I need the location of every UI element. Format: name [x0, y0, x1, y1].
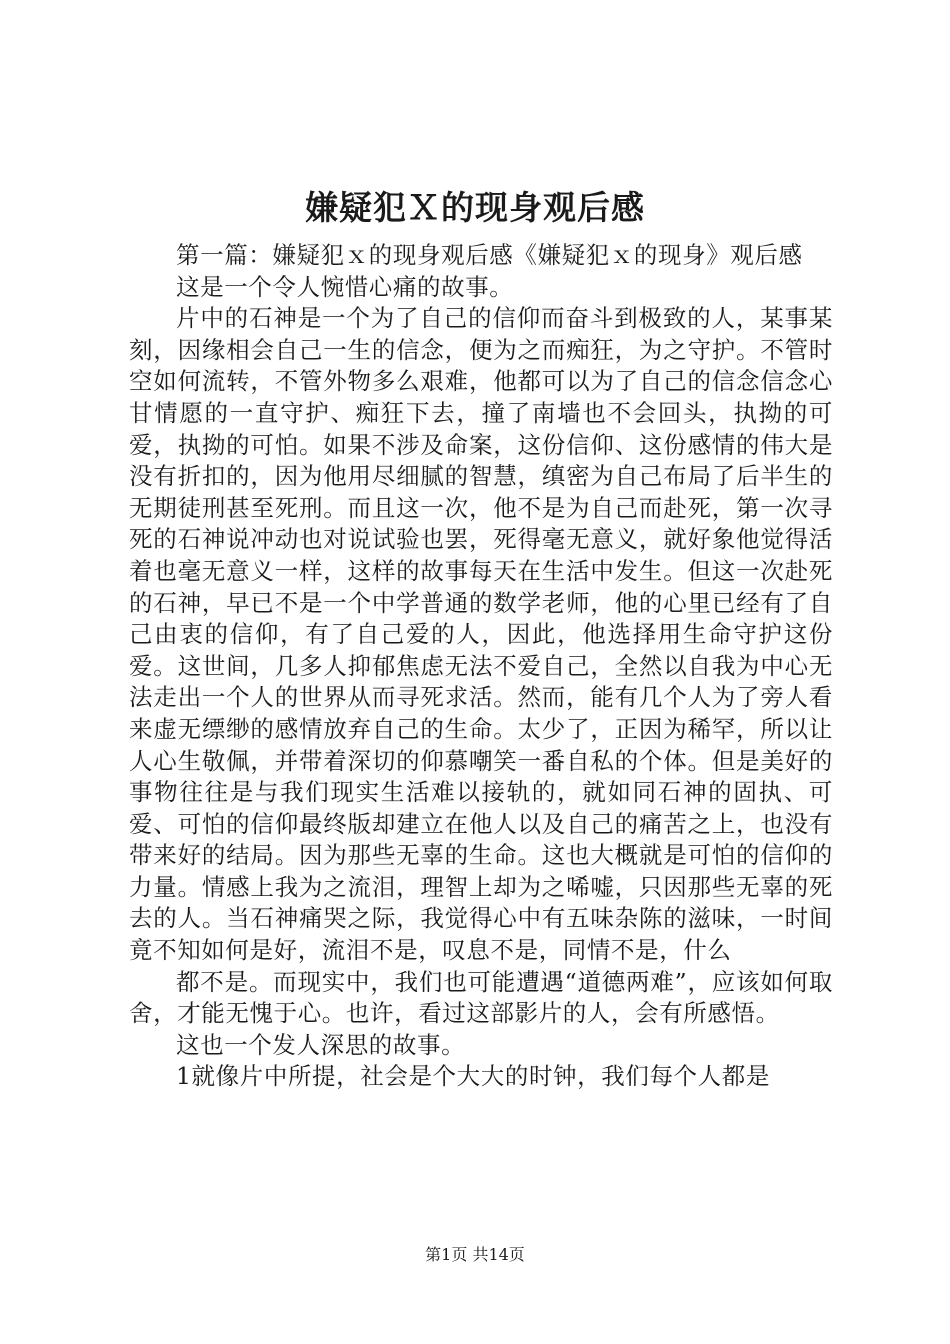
document-title: 嫌疑犯Ｘ的现身观后感: [305, 188, 645, 227]
document-body: [129, 240, 833, 1093]
paragraph: 都不是。而现实中，我们也可能遭遇“道德两难”，应该如何取舍，才能无愧于心。也许，看过这部影片的人，会有所感悟。: [129, 967, 833, 1028]
paragraph: 第一篇：嫌疑犯ｘ的现身观后感《嫌疑犯ｘ的现身》观后感: [176, 241, 803, 269]
paragraph: 片中的石神是一个为了自己的信仰而奋斗到极致的人，某事某刻，因缘相会自己一生的信念，便为之而痴狂，为之守护。不管时空如何流转，不管外物多么艰难，他都可以为了自己的信念信念心甘情愿的一直守护、痴狂下去，撞了南墙也不会回头，执拗的可爱，执拗的可怕。如果不涉及命案，这份信仰、这份感情的伟大是没有折扣的，因为他用尽细腻的智慧，缜密为自己布局了后半生的无期徒刑甚至死刑。而且这一次，他不是为自己而赴死，第一次寻死的石神说冲动也对说试验也罢，死得毫无意义，就好象他觉得活着也毫无意义一样，这样的故事每天在生活中发生。但这一次赴死的石神，早已不是一个中学普通的数学老师，他的心里已经有了自己由衷的信仰，有了自己爱的人，因此，他选择用生命守护这份爱。这世间，几多人抑郁焦虑无法不爱自己，全然以自我为中心无法走出一个人的世界从而寻死求活。然而，能有几个人为了旁人看来虚无缥缈的感情放弃自己的生命。太少了，正因为稀罕，所以让人心生敬佩，并带着深切的仰慕嘲笑一番自私的个体。但是美好的事物往往是与我们现实生活难以接轨的，就如同石神的固执、可爱、可怕的信仰最终版却建立在他人以及自己的痛苦之上，也没有带来好的结局。因为那些无辜的生命。这也大概就是可怕的信仰的力量。情感上我为之流泪，理智上却为之唏嘘，只因那些无辜的死去的人。当石神痛哭之际，我觉得心中有五味杂陈的滋味，一时间竟不知如何是好，流泪不是，叹息不是，同情不是，什么: [129, 304, 833, 965]
paragraph: 1就像片中所提，社会是个大大的时钟，我们每个人都是: [176, 1062, 770, 1091]
page-number-footer: 第1页 共14页: [425, 1245, 525, 1264]
paragraph: 这是一个令人惋惜心痛的故事。: [176, 272, 514, 301]
paragraph: 这也一个发人深思的故事。: [176, 1030, 466, 1059]
